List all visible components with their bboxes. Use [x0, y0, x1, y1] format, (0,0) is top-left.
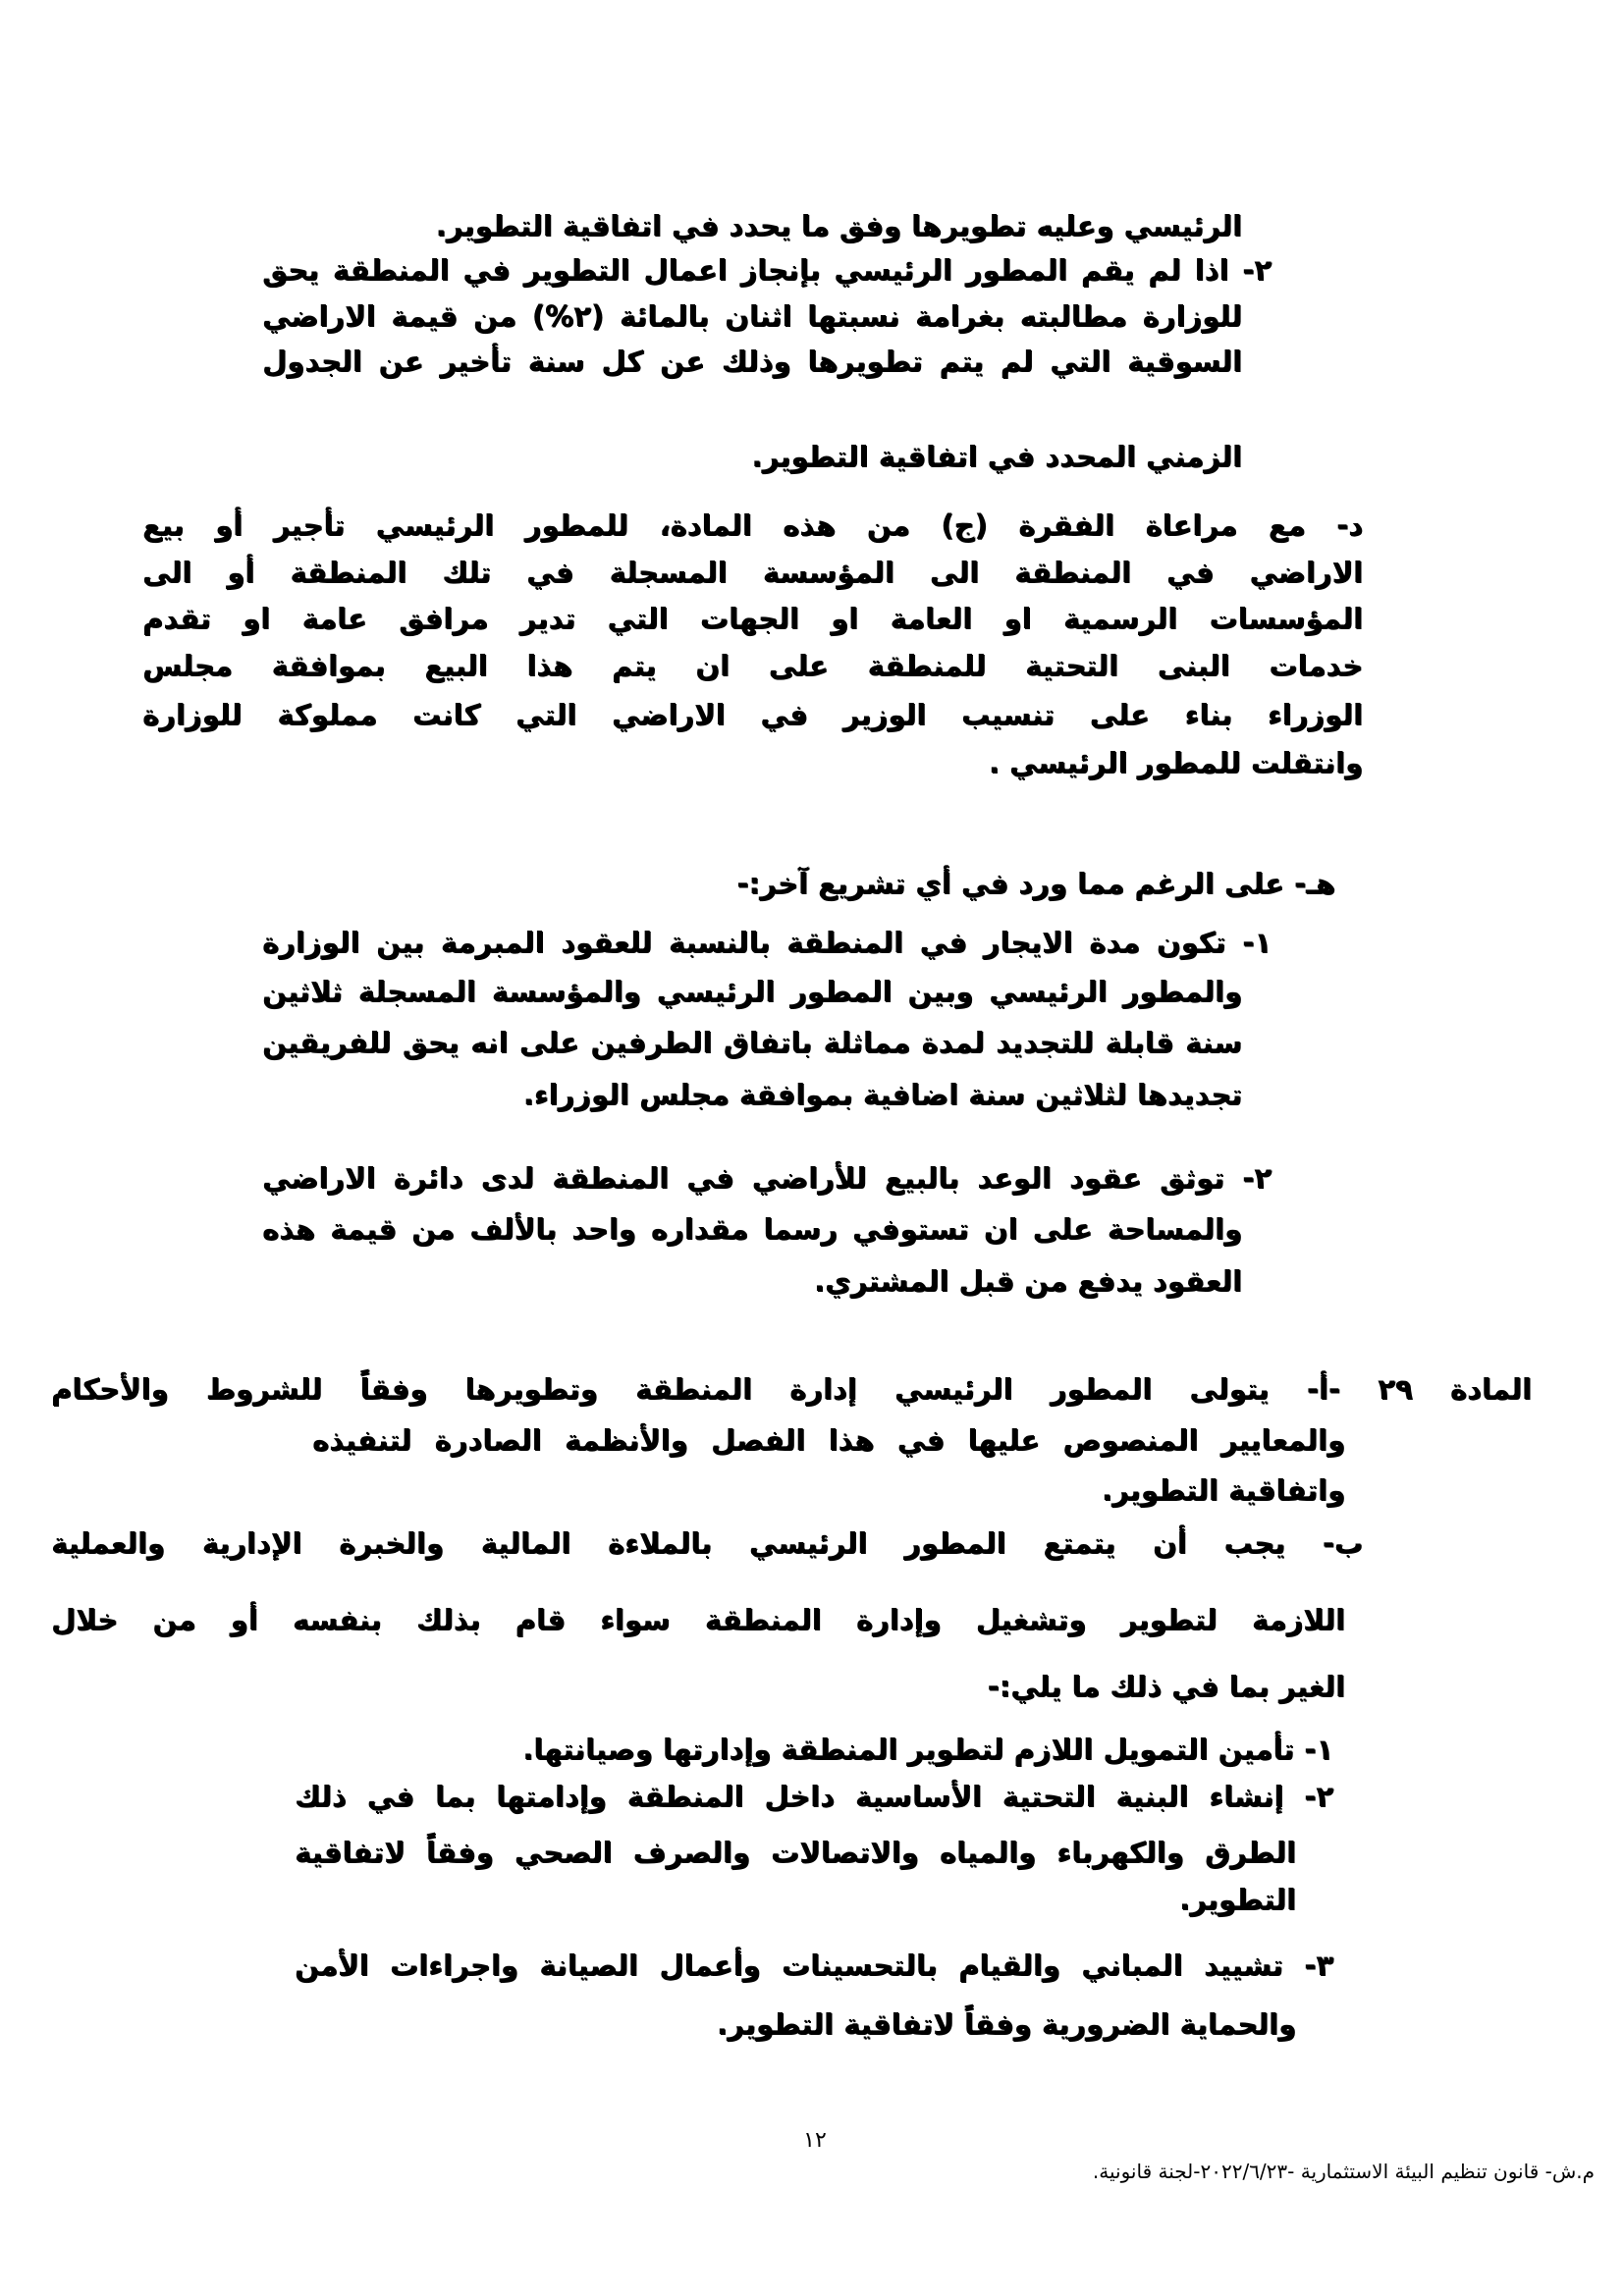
- clause-b-line: اللازمة لتطوير وتشغيل وإدارة المنطقة سواء قام بذلك بنفسه أو من خلال: [51, 1603, 1345, 1636]
- page-footer: م.ش- قانون تنظيم البيئة الاستثمارية -٢٠٢٢/٦/٢٣-لجنة قانونية.: [1092, 2160, 1595, 2183]
- clause-h-heading: هـ- على الرغم مما ورد في أي تشريع آخر:-: [736, 867, 1335, 900]
- clause-d-line: المؤسسات الرسمية او العامة او الجهات التي تدير مرافق عامة او تقدم: [142, 602, 1363, 635]
- clause-b-line: ب- يجب أن يتمتع المطور الرئيسي بالملاءة المالية والخبرة الإدارية والعملية: [51, 1526, 1363, 1560]
- item-2-line: ٢- اذا لم يقم المطور الرئيسي بإنجاز اعمال التطوير في المنطقة يحق: [262, 253, 1272, 287]
- sub-item-3-line: ٣- تشييد المباني والقيام بالتحسينات وأعمال الصيانة واجراءات الأمن: [295, 1949, 1333, 1982]
- item-2-line: للوزارة مطالبته بغرامة نسبتها اثنان بالمائة (٢%) من قيمة الاراضي: [262, 299, 1242, 333]
- item-2-line: السوقية التي لم يتم تطويرها وذلك عن كل سنة تأخير عن الجدول: [262, 345, 1242, 378]
- item-1-line: ١- تكون مدة الايجار في المنطقة بالنسبة للعقود المبرمة بين الوزارة: [262, 926, 1272, 959]
- item-1-line: سنة قابلة للتجديد لمدة مماثلة باتفاق الطرفين على انه يحق للفريقين: [262, 1026, 1242, 1059]
- item-1-line: والمطور الرئيسي وبين المطور الرئيسي والمؤسسة المسجلة ثلاثين: [262, 975, 1242, 1008]
- item-2-line: الزمني المحدد في اتفاقية التطوير.: [751, 440, 1242, 473]
- item-2b-line: ٢- توثق عقود الوعد بالبيع للأراضي في المنطقة لدى دائرة الاراضي: [262, 1161, 1272, 1195]
- sub-item-2-line: التطوير.: [1178, 1883, 1296, 1916]
- sub-item-2-line: ٢- إنشاء البنية التحتية الأساسية داخل المنطقة وإدامتها بما في ذلك: [295, 1780, 1333, 1813]
- paragraph-line: الرئيسي وعليه تطويرها وفق ما يحدد في اتفاقية التطوير.: [435, 209, 1242, 242]
- clause-d-line: د- مع مراعاة الفقرة (ج) من هذه المادة، للمطور الرئيسي تأجير أو بيع: [142, 508, 1363, 542]
- article-29-line: واتفاقية التطوير.: [1101, 1473, 1345, 1507]
- page-number: ١٢: [803, 2128, 827, 2153]
- clause-b-line: الغير بما في ذلك ما يلي:-: [987, 1670, 1345, 1703]
- clause-d-line: الوزراء بناء على تنسيب الوزير في الاراضي التي كانت مملوكة للوزارة: [142, 698, 1363, 731]
- item-2b-line: والمساحة على ان تستوفي رسما مقداره واحد بالألف من قيمة هذه: [262, 1212, 1242, 1246]
- clause-d-line: خدمات البنى التحتية للمنطقة على ان يتم هذا البيع بموافقة مجلس: [142, 649, 1363, 682]
- article-29-line: والمعايير المنصوص عليها في هذا الفصل والأنظمة الصادرة لتنفيذه: [312, 1423, 1345, 1457]
- item-1-line: تجديدها لثلاثين سنة اضافية بموافقة مجلس الوزراء.: [522, 1078, 1242, 1111]
- clause-d-line: وانتقلت للمطور الرئيسي .: [988, 746, 1363, 779]
- sub-item-3-line: والحماية الضرورية وفقاً لاتفاقية التطوير.: [716, 2007, 1296, 2041]
- sub-item-1-line: ١- تأمين التمويل اللازم لتطوير المنطقة وإدارتها وصيانتها.: [522, 1733, 1333, 1766]
- article-29-line: المادة ٢٩ -أ- يتولى المطور الرئيسي إدارة المنطقة وتطويرها وفقاً للشروط والأحكام: [51, 1372, 1532, 1406]
- item-2b-line: العقود يدفع من قبل المشتري.: [814, 1264, 1242, 1298]
- clause-d-line: الاراضي في المنطقة الى المؤسسة المسجلة في تلك المنطقة أو الى: [142, 556, 1363, 589]
- sub-item-2-line: الطرق والكهرباء والمياه والاتصالات والصرف الصحي وفقاً لاتفاقية: [295, 1836, 1296, 1869]
